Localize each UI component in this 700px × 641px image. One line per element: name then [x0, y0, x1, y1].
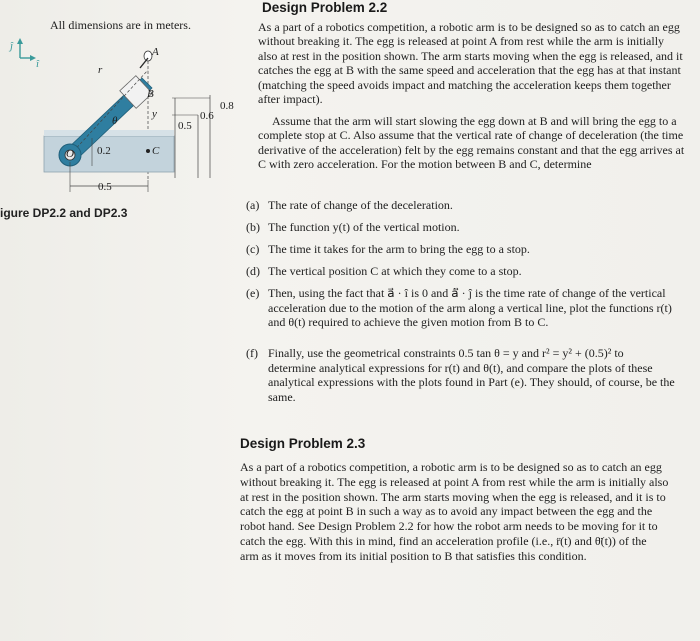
text-line: derivative of the acceleration) felt by the egg remains constant and that the egg arrives at [258, 142, 685, 157]
j-unit-label: ĵ [10, 40, 14, 52]
problem-2-2-assumption [258, 114, 698, 172]
problem-2-2-item-a: (a) The rate of change of the deceleration. [246, 198, 453, 212]
point-a-label: A [152, 46, 159, 58]
dim-0-6: 0.6 [200, 110, 214, 122]
point-c-label: C [152, 145, 160, 157]
text-line: catch the egg at point B in such a way as to avoid any impact between the egg and the [240, 504, 653, 519]
figure-dp22-dp23 [0, 0, 250, 230]
dim-0-8: 0.8 [220, 100, 234, 112]
r-label: r [98, 64, 103, 76]
text-line: catches the egg at B with the same speed and acceleration that the egg has at that instant [258, 63, 681, 78]
figure-caption: igure DP2.2 and DP2.3 [0, 206, 128, 220]
problem-2-2-item-e: (e) Then, using the fact that a⃗ · î is 0 and ȧ⃗ · ĵ is the time rate of change of the vertical acceleration due to the motion of the arm along a vertical line, plot the functions r(t) and θ(t) required to achieve the given motion from B to C. [246, 286, 698, 332]
text-line: determine analytical expressions for r(t) and θ(t), and compare the plots of these [268, 360, 653, 375]
text-line: acceleration due to the motion of the arm along a vertical line, plot the functions r(t) [268, 300, 672, 315]
text-line: Assume that the arm will start slowing the egg down at B and will bring the egg to a [272, 114, 677, 128]
text-line: also at rest in the position shown. The arm starts moving when the egg is released, and it [258, 48, 683, 63]
problem-2-2-item-d: (d) The vertical position C at which they come to a stop. [246, 264, 522, 278]
text-line: same. [268, 389, 296, 404]
problem-2-2-title: Design Problem 2.2 [262, 0, 388, 15]
text-line: As a part of a robotics competition, a robotic arm is to be designed so as to catch an egg [258, 20, 680, 34]
point-o-label: O [66, 148, 74, 160]
text-line: at rest in the position shown. The arm starts moving when the egg is released, and it is to [240, 489, 666, 504]
text-line: without breaking it. The egg is released at point A from rest while the arm is initially [258, 34, 665, 49]
y-label: y [152, 108, 157, 120]
problem-2-2-item-b: (b) The function y(t) of the vertical motion. [246, 220, 460, 234]
point-b-label: B [147, 88, 154, 100]
text-line: Finally, use the geometrical constraints 0.5 tan θ = y and r² = y² + (0.5)² to [268, 346, 624, 360]
problem-2-2-intro [258, 20, 698, 106]
text-line: and θ(t) required to achieve the given motion from B to C. [268, 315, 549, 330]
text-line: Then, using the fact that a⃗ · î is 0 and ȧ⃗ · ĵ is the time rate of change of the vertical [268, 286, 666, 300]
text-line: As a part of a robotics competition, a robotic arm is to be designed so as to catch an egg [240, 460, 662, 474]
problem-2-3-body [240, 460, 696, 564]
i-unit-label: î [36, 58, 40, 70]
theta-label: θ [112, 115, 118, 127]
text-line: arm as it moves from its initial position to B that satisfies this condition. [240, 548, 587, 563]
text-line: complete stop at C. Also assume that the vertical rate of change of deceleration (the time [258, 128, 684, 143]
dim-0-5-horizontal: 0.5 [98, 181, 112, 193]
text-line: without breaking it. The egg is released at point A from rest while the arm is initially also [240, 474, 669, 489]
dim-0-2: 0.2 [97, 145, 111, 157]
text-line: catch the egg. With this in mind, find an acceleration profile (i.e., r̈(t) and θ̈(t)) of the [240, 533, 647, 548]
problem-2-2-item-c: (c) The time it takes for the arm to bring the egg to a stop. [246, 242, 530, 256]
text-line: C with zero acceleration. For the motion between B and C, determine [258, 157, 592, 172]
dimension-note: All dimensions are in meters. [50, 18, 191, 32]
dim-0-5-vertical: 0.5 [178, 120, 192, 132]
text-line: (matching the speed avoids impact and matching the acceleration keeps them together [258, 77, 671, 92]
text-line: analytical expressions with the plots found in Part (e). They should, of course, be the [268, 375, 675, 390]
problem-2-2-item-f: (f) Finally, use the geometrical constraints 0.5 tan θ = y and r² = y² + (0.5)² to determine analytical expressions for r(t) and θ(t), and compare the plots of these analytical expressions with the plots found in Part (e). They should, of course, be the same. [246, 346, 698, 408]
text-line: robot hand. See Design Problem 2.2 for how the robot arm needs to be moving for it to [240, 519, 658, 534]
problem-2-3-title: Design Problem 2.3 [240, 436, 366, 451]
text-line: after impact). [258, 92, 323, 107]
